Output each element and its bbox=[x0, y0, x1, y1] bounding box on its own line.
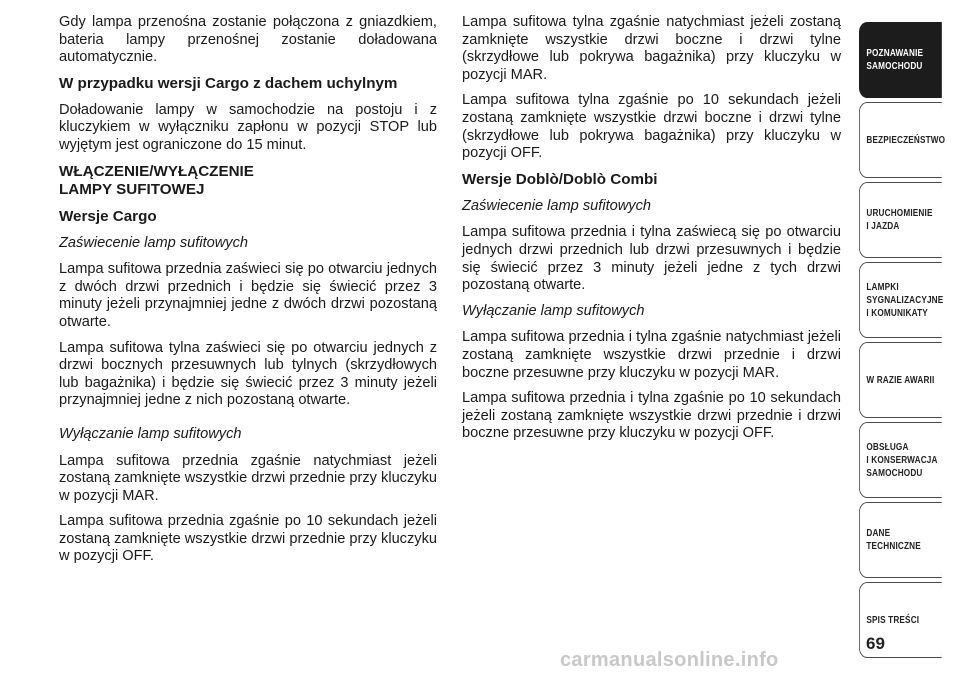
tab-poznawanie-samochodu[interactable] bbox=[859, 22, 942, 98]
tab-label: BEZPIECZEŃSTWO bbox=[866, 134, 946, 146]
section-heading: Wersje Cargo bbox=[59, 207, 157, 225]
paragraph: Lampa sufitowa przednia i tylna zgaśnie po 10 sekundach jeżeli zostaną zamknięte wszystkie drzwi przednie i drzwi boczne przesuwne przy kluczyku w pozycji OFF. bbox=[462, 390, 841, 442]
left-column bbox=[59, 14, 437, 574]
tab-obsluga-i-konserwacja[interactable] bbox=[859, 422, 942, 498]
subheading: Zaświecenie lamp sufitowych bbox=[462, 197, 651, 214]
paragraph: Lampa sufitowa tylna zaświeci się po otwarciu jednych z drzwi bocznych przesuwnych lub tylnych (skrzydłowych lub bagażnika) i będzie się świecić przez 3 minuty jeżeli przynajmniej jedne z nich pozostaną otwarte. bbox=[59, 339, 437, 409]
paragraph: Lampa sufitowa tylna zgaśnie natychmiast jeżeli zostaną zamknięte wszystkie drzwi boczne i drzwi tylne (skrzydłowe lub pokrywa bagażnika) przy kluczyku w pozycji MAR. bbox=[462, 14, 841, 83]
section-heading: W przypadku wersji Cargo z dachem uchylnym bbox=[59, 74, 398, 92]
paragraph: Lampa sufitowa tylna zgaśnie po 10 sekundach jeżeli zostaną zamknięte wszystkie drzwi boczne i drzwi tylne (skrzydłowe lub pokrywa bagażnika) przy kluczyku w pozycji OFF. bbox=[462, 92, 841, 162]
paragraph: Lampa sufitowa przednia zgaśnie po 10 sekundach jeżeli zostaną zamknięte wszystkie drzwi przednie przy kluczyku w pozycji OFF. bbox=[59, 513, 437, 565]
tab-label: POZNAWANIE SAMOCHODU bbox=[866, 48, 924, 72]
section-heading: WŁĄCZENIE/WYŁĄCZENIE LAMPY SUFITOWEJ bbox=[59, 162, 254, 198]
tab-lampki-sygnalizacyjne[interactable] bbox=[859, 262, 942, 338]
tab-label: OBSŁUGA I KONSERWACJA SAMOCHODU bbox=[866, 441, 938, 479]
tab-label: DANE TECHNICZNE bbox=[866, 528, 921, 552]
tab-dane-techniczne[interactable] bbox=[859, 502, 942, 578]
section-heading: Wersje Doblò/Doblò Combi bbox=[462, 170, 658, 188]
paragraph: Doładowanie lampy w samochodzie na postoju i z kluczykiem w wyłączniku zapłonu w pozycji STOP lub wyjętym jest ograniczone do 15 minut. bbox=[59, 101, 437, 153]
tab-label: W RAZIE AWARII bbox=[866, 374, 935, 386]
subheading: Zaświecenie lamp sufitowych bbox=[59, 234, 248, 251]
subheading: Wyłączanie lamp sufitowych bbox=[462, 302, 645, 319]
right-column bbox=[462, 14, 841, 451]
paragraph: Lampa sufitowa przednia i tylna zaświecą się po otwarciu jednych drzwi przednich lub drzwi przesuwnych i będzie się świecić przez 3 minuty jeżeli jedne z tych drzwi pozostaną otwarte. bbox=[462, 224, 841, 294]
tab-bezpieczenstwo[interactable] bbox=[859, 102, 946, 178]
paragraph: Lampa sufitowa przednia zaświeci się po otwarciu jednych z dwóch drzwi przednich i będzie się świecić przez 3 minuty jeżeli przynajmniej jedne z dwóch drzwi pozostaną otwarte. bbox=[59, 261, 437, 330]
paragraph: Lampa sufitowa przednia zgaśnie natychmiast jeżeli zostaną zamknięte wszystkie drzwi przednie przy kluczyku w pozycji MAR. bbox=[59, 452, 437, 504]
tab-label: SPIS TREŚCI bbox=[866, 614, 920, 626]
tab-label: LAMPKI SYGNALIZACYJNE I KOMUNIKATY bbox=[866, 281, 944, 319]
tab-w-razie-awarii[interactable] bbox=[859, 342, 942, 418]
tab-label: URUCHOMIENIE I JAZDA bbox=[866, 208, 933, 232]
paragraph: Gdy lampa przenośna zostanie połączona z gniazdkiem, bateria lampy przenośnej zostanie doładowana automatycznie. bbox=[59, 14, 437, 66]
watermark: carmanualsonline.info bbox=[560, 649, 779, 671]
paragraph: Lampa sufitowa przednia i tylna zgaśnie natychmiast jeżeli zostaną zamknięte wszystkie drzwi przednie i drzwi boczne przesuwne przy kluczyku w pozycji MAR. bbox=[462, 329, 841, 381]
subheading: Wyłączanie lamp sufitowych bbox=[59, 425, 242, 442]
tab-uruchomienie-i-jazda[interactable] bbox=[859, 182, 942, 258]
page-number: 69 bbox=[866, 634, 885, 653]
